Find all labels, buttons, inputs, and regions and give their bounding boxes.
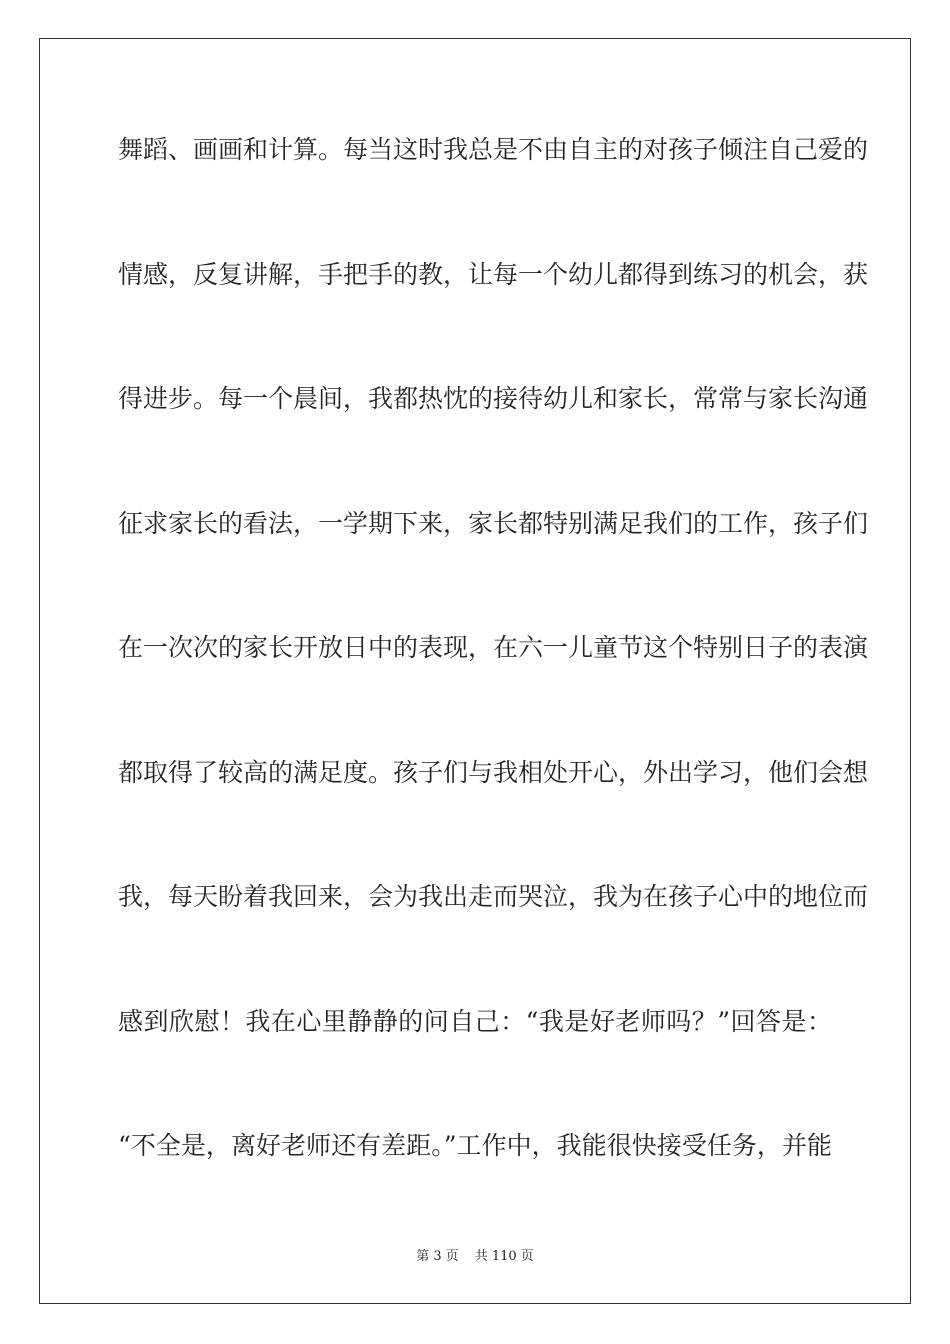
text-line: 感到欣慰！我在心里静静的问自己：“我是好老师吗？”回答是：: [118, 1006, 832, 1036]
document-body: [118, 128, 869, 1249]
text-line: 情感，反复讲解，手把手的教，让每一个幼儿都得到练习的机会，获: [118, 259, 869, 289]
text-line: 在一次次的家长开放日中的表现，在六一儿童节这个特别日子的表演: [118, 633, 869, 662]
page-total: 共 110 页: [474, 1249, 534, 1264]
text-line: “不全是，离好老师还有差距。”工作中，我能很快接受任务，并能: [118, 1131, 832, 1160]
page-footer: [0, 1247, 950, 1267]
text-line: 得进步。每一个晨间，我都热忱的接待幼儿和家长，常常与家长沟通: [118, 384, 869, 413]
text-line: 我，每天盼着我回来，会为我出走而哭泣，我为在孩子心中的地位而: [118, 882, 869, 911]
text-line: 都取得了较高的满足度。孩子们与我相处开心，外出学习，他们会想: [118, 757, 869, 787]
page-number: 第 3 页: [416, 1249, 459, 1264]
text-line: 舞蹈、画画和计算。每当这时我总是不由自主的对孩子倾注自己爱的: [118, 135, 869, 164]
text-line: 征求家长的看法，一学期下来，家长都特别满足我们的工作，孩子们: [118, 508, 869, 538]
